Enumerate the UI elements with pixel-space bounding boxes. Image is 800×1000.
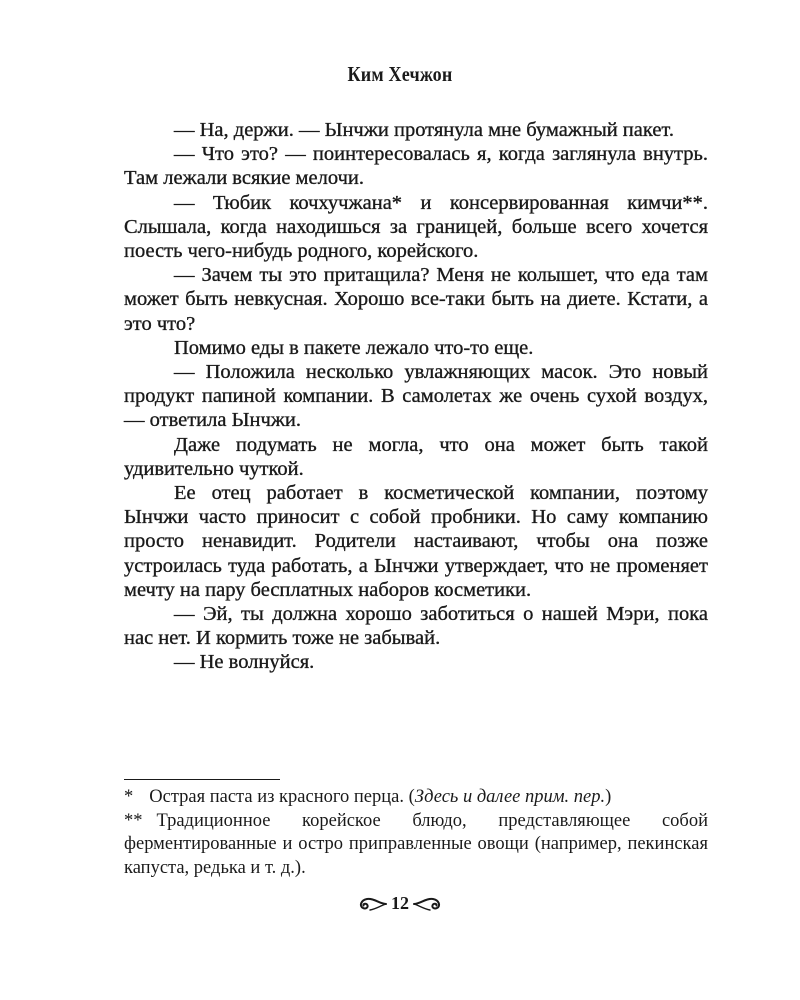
footnote-1	[124, 786, 708, 810]
swash-left-icon	[354, 895, 388, 913]
paragraph: — Что это? — поинтересовалась я, когда заглянула внутрь. Там лежали всякие мелочи.	[124, 143, 708, 190]
page-number-block	[0, 893, 800, 918]
paragraph: — Тюбик кочхучжана* и консервированная кимчи**. Слышала, когда находишься за границей, больше всего хочется поесть чего-нибудь родного, корейского.	[124, 191, 708, 263]
paragraph: Ее отец работает в косметической компании, поэтому Ынчжи часто приносит с собой пробники. Но саму компанию просто ненавидит. Родители настаивают, чтобы она позже устроилась туда работать, а Ынчжи утверждает, что не променяет мечту на пару бесплатных наборов косметики.	[124, 482, 708, 601]
paragraph: — Положила несколько увлажняющих масок. Это новый продукт папиной компании. В самолетах же очень сухой воздух, — ответила Ынчжи.	[124, 361, 708, 432]
page-number: 12	[391, 893, 409, 913]
paragraph: Помимо еды в пакете лежало что-то еще.	[174, 336, 534, 359]
paragraph: — Зачем ты это притащила? Меня не колышет, что еда там может быть невкусная. Хорошо все-таки быть на диете. Кстати, а это что?	[124, 264, 708, 335]
footnotes	[124, 786, 708, 880]
footnote-text: Традиционное корейское блюдо, представляющее собой ферментированные и остро приправленные овощи (например, пекинская капуста, редька и т. д.).	[124, 810, 708, 878]
footnote-translator-note: Здесь и далее прим. пер.	[414, 787, 606, 807]
swash-right-icon	[412, 895, 446, 913]
footnote-text: Острая паста из красного перца. (	[149, 787, 415, 807]
paragraph: — Эй, ты должна хорошо заботиться о нашей Мэри, пока нас нет. И кормить тоже не забывай.	[124, 603, 708, 650]
footnote-marker: **	[124, 810, 143, 831]
footnote-divider	[124, 779, 280, 780]
main-text	[124, 118, 708, 675]
paragraph: — Не волнуйся.	[174, 651, 315, 674]
footnote-2	[124, 810, 708, 881]
paragraph: Даже подумать не могла, что она может быть такой удивительно чуткой.	[124, 433, 708, 480]
footnote-marker: *	[124, 787, 134, 807]
paragraph: — На, держи. — Ынчжи протянула мне бумажный пакет.	[174, 119, 674, 141]
running-head-author: Ким Хечжон	[347, 62, 453, 86]
footnote-close-paren: )	[605, 787, 612, 807]
